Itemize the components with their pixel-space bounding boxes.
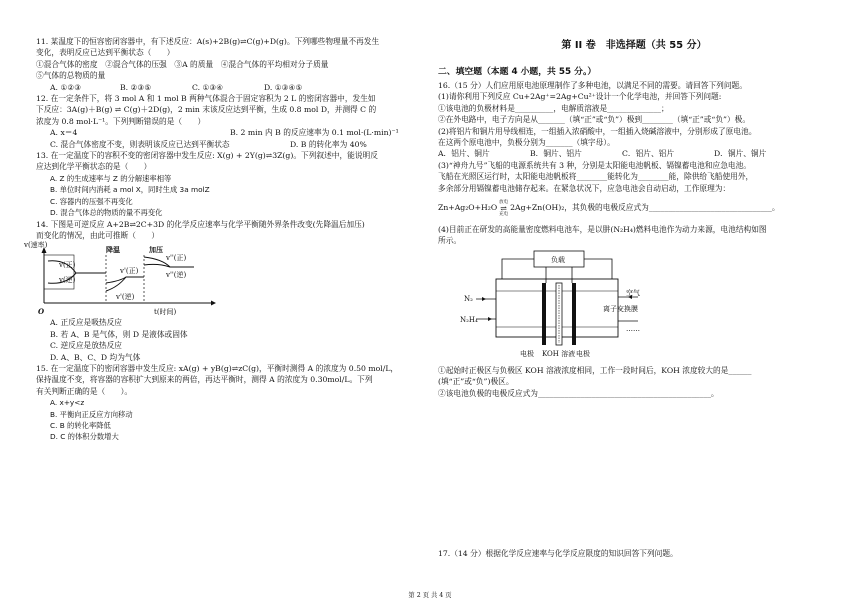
- q14-stem: 而变化的情况，由此可推断（ ）: [36, 230, 160, 240]
- q14-option-b: B. 若 A、B 是气体，则 D 是液体或固体: [50, 329, 188, 339]
- q11-option-d: D. ①③④⑤: [264, 82, 303, 92]
- stage-label-pressurize: 加压: [149, 245, 163, 255]
- v-forward-curve: [48, 261, 106, 273]
- q16-option-c: C．铝片、铝片: [622, 149, 675, 159]
- q11-option-c: C. ①③④: [192, 82, 224, 92]
- left-column: [24, 36, 426, 443]
- q11-options: [36, 82, 426, 93]
- q16-part4-a: (填“正”或“负”)极区。: [438, 377, 514, 387]
- q16-part4: (4)目前正在研发的高能量密度燃料电池车，是以肼(N₂H₄)燃料电池作为动力来源，电池结构如图: [438, 225, 767, 235]
- q13-stem: 13. 在一定温度下的容积不变的密闭容器中发生反应: X(g) + 2Y(g)⇌3Z(g)。下列叙述中，能说明反: [36, 151, 378, 161]
- electrode-right-label: 电极: [576, 349, 590, 358]
- n2h4-label: N₂H₄: [460, 315, 478, 324]
- q11-option-a: A. ①②③: [50, 82, 82, 92]
- q15-option-c: C. B 的转化率降低: [50, 420, 111, 430]
- q14-stem: 14. 下图是可逆反应 A+2B⇌2C+3D 的化学反应速率与化学平衡随外界条件改变(先降温后加压): [36, 219, 365, 229]
- q16-part3: 飞船在光照区运行时，太阳能电池帆板将________能转化为________能，除供给飞船使用外，: [438, 172, 754, 182]
- y-axis-label: v(速率): [24, 241, 48, 250]
- q16-part1: (1)请你利用下列反应 Cu+2Ag⁺=2Ag+Cu²⁺设计一个化学电池，并回答下列问题:: [438, 92, 722, 102]
- electrode-left-label: 电极: [520, 349, 534, 358]
- q16-part2: 在这两个原电池中，负极分别为_______（填字母）。: [438, 138, 615, 148]
- q16-part1-a: ①该电池的负极材料是__________，电解质溶液是______________；: [438, 103, 669, 113]
- question-12: [36, 93, 426, 150]
- q12-option-d: D. B 的转化率为 40%: [290, 139, 367, 149]
- q16-part3: 多余部分用镉镍蓄电池储存起来。在紧急状况下，应急电池会自动启动，工作原理为：: [438, 183, 731, 193]
- q11-option-b: B. ②③⑤: [120, 82, 152, 92]
- v1-reverse-label: v'(逆): [116, 293, 135, 302]
- x-axis-label: t(时间): [154, 308, 177, 317]
- v2-forward-label: v''(正): [166, 254, 187, 263]
- question-13: [36, 150, 426, 218]
- q16-stem: 16.（15 分）人们应用原电池原理制作了多种电池，以满足不同的需要。请回答下列问题。: [438, 81, 747, 90]
- q16-part3: (3)“神舟九号”飞船的电源系统共有 3 种，分别是太阳能电池帆板、镉镍蓄电池和应急电池。: [438, 160, 751, 170]
- section-title: 第 II 卷 非选择题（共 55 分）: [561, 40, 707, 51]
- v-reverse-label: v(逆): [59, 276, 76, 285]
- equation-right: 2Ag+Zn(OH)₂，其负极的电极反应式为________________________________。: [510, 203, 780, 213]
- q12-option-c: C. 混合气体密度不变，则表明该反应已达到平衡状态: [50, 139, 230, 149]
- q13-option-d: D. 混合气体总的物质的量不再变化: [50, 208, 163, 218]
- right-wire: [584, 259, 612, 279]
- origin-label: O: [38, 307, 45, 317]
- q15-stem: 15. 在一定温度下的密闭容器中发生反应: xA(g) + yB(g)⇌zC(g)，平衡时测得 A 的浓度为 0.50 mol/L，: [36, 363, 399, 373]
- question-11: [36, 36, 426, 93]
- q14-option-a: A. 正反应是吸热反应: [50, 318, 122, 328]
- rate-time-graph: [24, 241, 216, 317]
- q16-part4: 所示。: [438, 236, 462, 246]
- right-electrode: [572, 283, 576, 345]
- question-15: [36, 363, 426, 443]
- q16-option-b: B．铜片、铝片: [530, 149, 582, 159]
- fuel-cell-diagram: [462, 249, 662, 361]
- q16-part4-b: ②该电池负极的电极反应式为_____________________________________________。: [438, 388, 719, 398]
- q11-stem: ⑤气体的总物质的量: [36, 71, 106, 81]
- q15-option-a: A. x+y<z: [50, 398, 85, 408]
- q12-stem: 12. 在一定条件下，将 3 mol A 和 1 mol B 两种气体混合于固定容积为 2 L 的密闭容器中，发生如: [36, 94, 376, 104]
- question-14: [24, 219, 426, 363]
- q16-part2: (2)将铝片和铜片用导线相连，一组插入浓硝酸中，一组插入烧碱溶液中，分别形成了原电池。: [438, 126, 757, 136]
- q13-option-c: C. 容器内的压强不再变化: [50, 196, 133, 206]
- q12-options-row1: [36, 127, 426, 138]
- q16-equation: [438, 196, 830, 220]
- membrane-label: 离子交换膜: [603, 304, 638, 313]
- stage-label-cool: 降温: [106, 245, 120, 255]
- q14-option-d: D. A、B、C、D 均为气体: [50, 352, 141, 362]
- q11-stem: 变化，表明反应已达到平衡状态（ ）: [36, 48, 175, 58]
- load-label: 负载: [551, 255, 565, 264]
- q13-option-a: A. Z 的生成速率与 Z 的分解速率相等: [50, 173, 172, 183]
- q14-option-c: C. 逆反应是放热反应: [50, 341, 122, 351]
- question-16: [438, 80, 830, 399]
- koh-label: KOH 溶液: [542, 349, 576, 358]
- v1-forward-label: v'(正): [120, 267, 139, 276]
- left-electrode: [542, 283, 546, 345]
- reversible-arrow: [499, 200, 508, 217]
- equation-left: Zn+Ag₂O+H₂O: [438, 203, 498, 213]
- charge-label: 充电: [499, 211, 509, 217]
- outlet-dots: ……: [626, 324, 640, 333]
- left-wire: [502, 259, 534, 279]
- q16-options: [438, 148, 830, 159]
- q13-option-b: B. 单位时间内消耗 a mol X，同时生成 3a molZ: [50, 185, 210, 195]
- q13-stem: 应达到化学平衡状态的是（ ）: [36, 162, 152, 172]
- v2-reverse-curve: [144, 265, 170, 268]
- q12-option-a: A. x＝4: [50, 128, 78, 138]
- q11-stem: 11. 某温度下的恒容密闭容器中，有下述反应：A(s)+2B(g)⇌C(g)+D(g)。下列哪些物理量不再发生: [36, 37, 380, 46]
- page-footer: 第 2 页 共 4 页: [408, 592, 452, 599]
- q12-stem: 下反应：3A(g)＋B(g) ⇌ C(g)＋2D(g)，2 min 末该反应达到平衡，生成 0.8 mol D，并测得 C 的: [36, 105, 377, 115]
- n2-label: N₂: [464, 294, 473, 303]
- q16-part4-a: ①起始时正极区与负极区 KOH 溶液浓度相同，工作一段时间后，KOH 浓度较大的是______: [438, 365, 752, 375]
- q16-part1-b: ②在外电路中，电子方向是从_______（填“正”或“负”）极到________（填“正”或“负”）极。: [438, 115, 751, 125]
- q16-option-a: A．铝片、铜片: [438, 149, 490, 159]
- q15-stem: 保持温度不变，将容器的容积扩大到原来的两倍，再达平衡时，测得 A 的浓度为 0.30mol/L。下列: [36, 375, 373, 385]
- q11-stem: ①混合气体的密度 ②混合气体的压强 ③A 的质量 ④混合气体的平均相对分子质量: [36, 59, 329, 69]
- question-17: 17.（14 分）根据化学反应速率与化学反应限度的知识回答下列问题。: [438, 549, 678, 558]
- q15-option-b: B. 平衡向正反应方向移动: [50, 409, 133, 419]
- q12-option-b: B. 2 min 内 B 的反应速率为 0.1 mol·(L·min)⁻¹: [230, 128, 399, 138]
- q15-stem: 有关判断正确的是（ ）。: [36, 386, 133, 396]
- discharge-label: 放电: [499, 199, 509, 205]
- q12-options-row2: [36, 139, 426, 150]
- n2h4-arrow-icon: [488, 317, 492, 321]
- q16-option-d: D．铜片、铜片: [714, 149, 767, 159]
- fill-section-title: 二、填空题（本题 4 小题，共 55 分。）: [438, 67, 597, 77]
- right-column: [438, 36, 830, 558]
- v2-reverse-label: v''(逆): [166, 271, 187, 280]
- q12-stem: 浓度为 0.8 mol·L⁻¹。下列判断错误的是（ ）: [36, 116, 206, 126]
- v-forward-label: v(正): [59, 261, 76, 270]
- q15-option-d: D. C 的体积分数增大: [50, 432, 119, 442]
- x-axis-arrow: [211, 301, 216, 306]
- air-label: 空气: [626, 288, 640, 297]
- n2-arrow-icon: [482, 297, 486, 301]
- double-arrow-icon: ⇌: [500, 203, 507, 213]
